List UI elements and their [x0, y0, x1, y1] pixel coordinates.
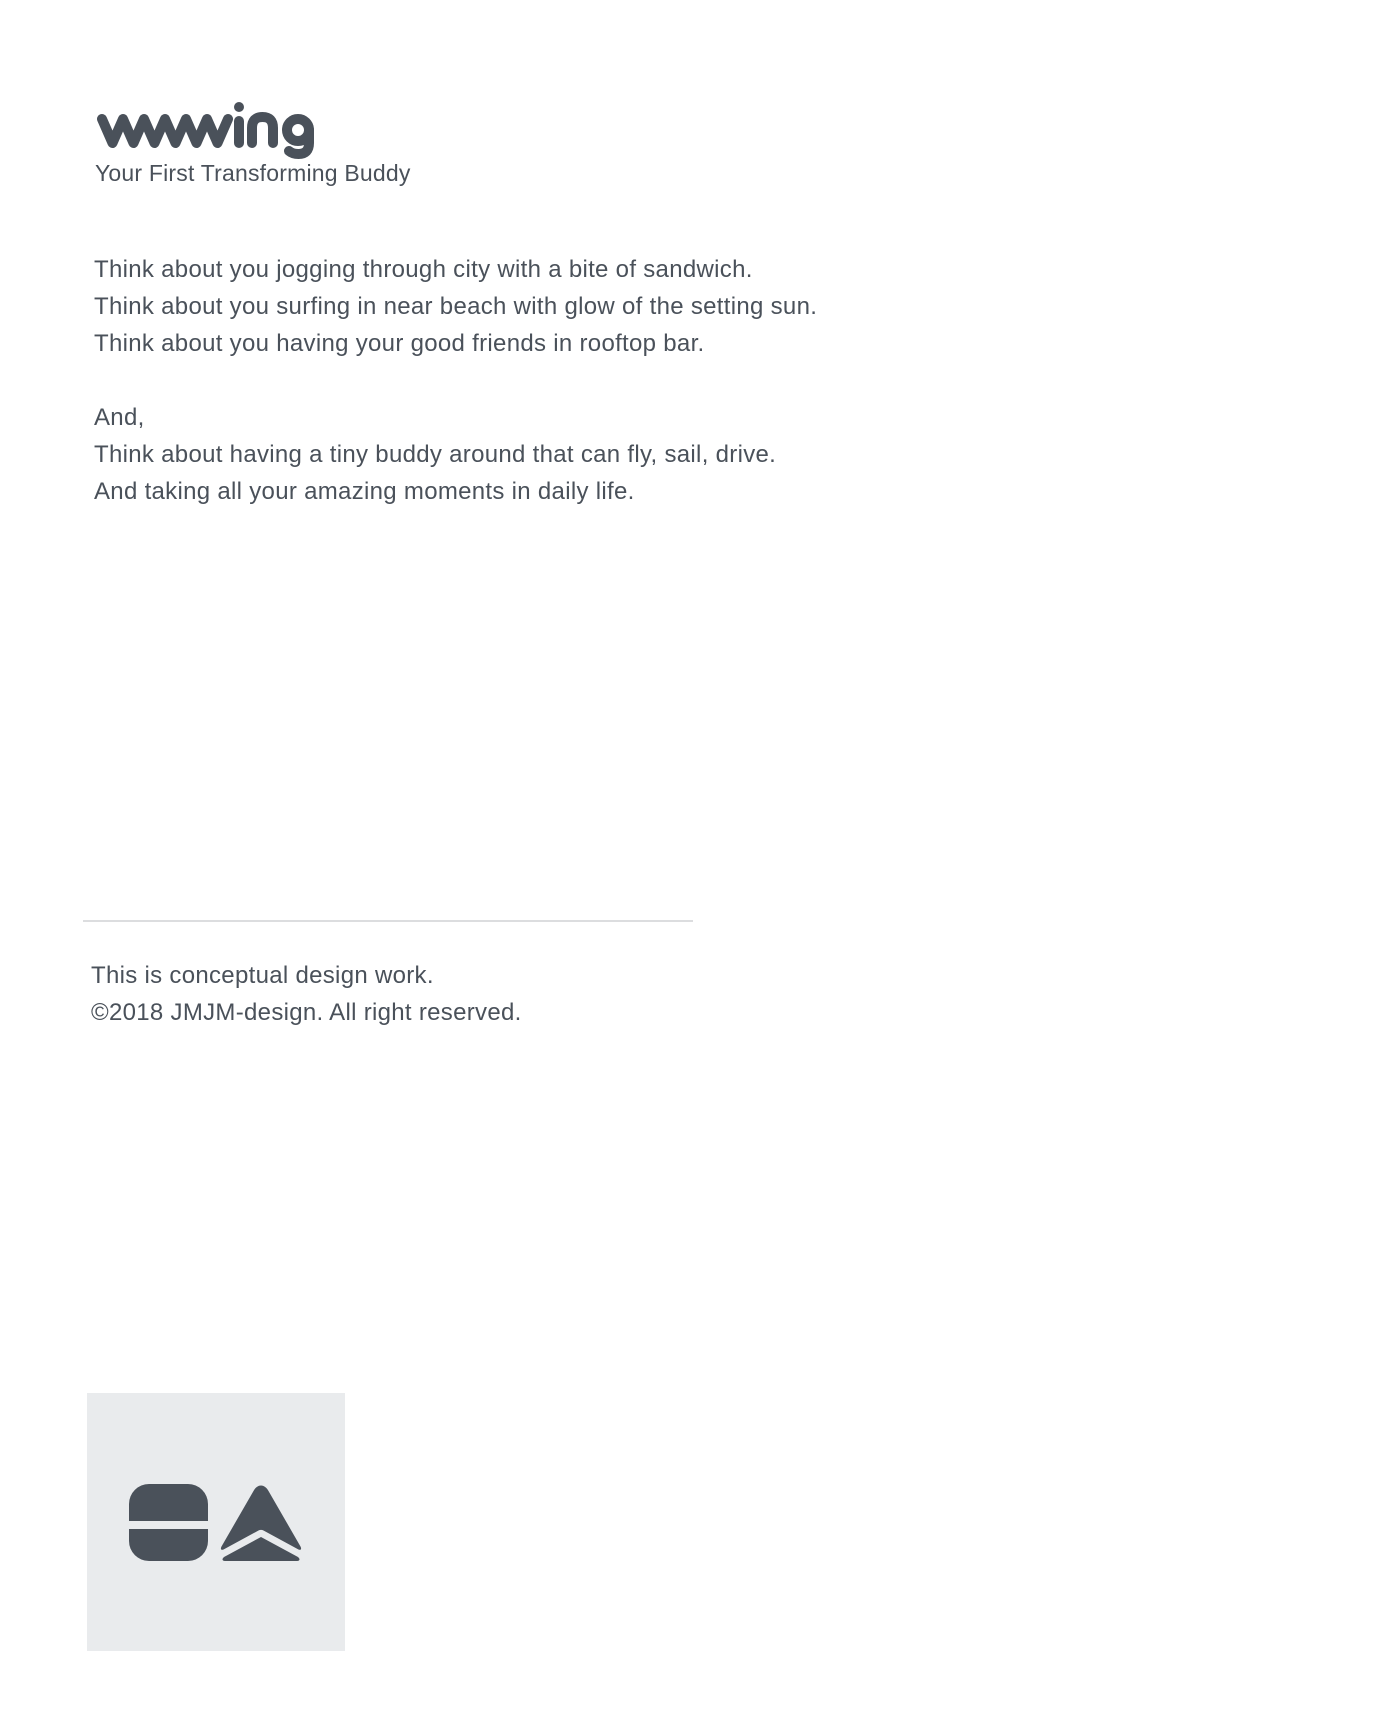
intro-line: And taking all your amazing moments in daily life.: [94, 478, 635, 505]
wwwing-logo: [94, 98, 326, 162]
intro-line: Think about you jogging through city with a bite of sandwich.: [94, 256, 753, 283]
intro-line-blank: [94, 362, 954, 399]
intro-line: Think about having a tiny buddy around that can fly, sail, drive.: [94, 441, 777, 468]
intro-line: Think about you surfing in near beach with glow of the setting sun.: [94, 293, 818, 320]
intro-line: Think about you having your good friends in rooftop bar.: [94, 330, 705, 357]
project-thumbnail: [87, 1393, 345, 1651]
footer-note-line: ©2018 JMJM-design. All right reserved.: [91, 999, 522, 1026]
intro-text: [94, 251, 954, 510]
logo-i-dot: [234, 102, 244, 112]
logo-www-wave: [102, 119, 228, 143]
section-divider: [83, 920, 693, 922]
logo-text: [0, 0, 1, 1]
logo-n: [252, 117, 273, 143]
footer-note-line: This is conceptual design work.: [91, 962, 434, 989]
split-rounded-square-icon: [129, 1484, 208, 1561]
mountain-arrow-icon: [218, 1484, 304, 1561]
footer-note: [91, 957, 522, 1031]
intro-line: And,: [94, 404, 145, 431]
brand-tagline: Your First Transforming Buddy: [95, 160, 411, 186]
